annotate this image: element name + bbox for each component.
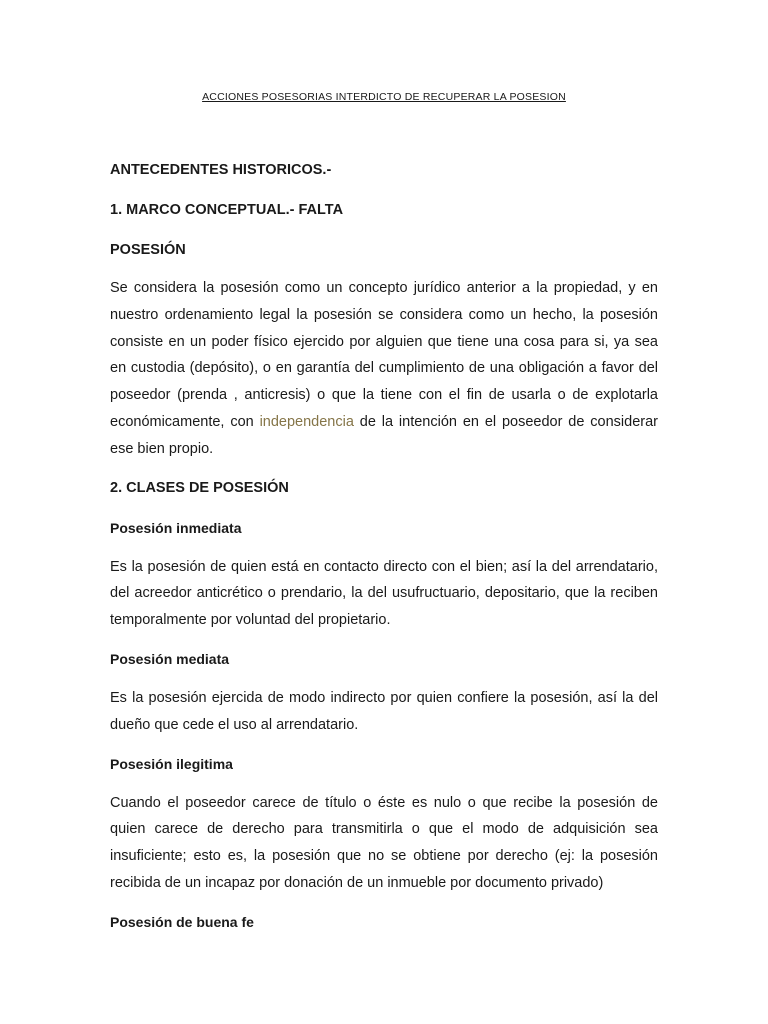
paragraph-posesion-mediata: Es la posesión ejercida de modo indirecto por quien confiere la posesión, así la del dueño que cede el uso al arrendatario. — [110, 689, 658, 733]
heading-posesion: POSESIÓN — [110, 242, 186, 258]
independencia-link[interactable]: independencia — [259, 413, 354, 430]
paragraph-posesion-text-a: Se considera la posesión como un concepto jurídico anterior a la propiedad, y en nuestro ordenamiento legal la posesión se considera como un hecho, la posesión consiste en un poder físico ejercido por alguien que tiene una cosa para si, ya sea en custodia (depósito), o en garantía del cumplimiento de una obligación a favor del poseedor (prenda , anticresis) o que la tiene con el fin de usarla o de explotarla económicamente, con — [110, 280, 658, 430]
document-body — [110, 160, 658, 932]
paragraph-posesion-inmediata: Es la posesión de quien está en contacto directo con el bien; así la del arrendatario, del acreedor anticrético o prendario, la del usufructuario, depositario, que la reciben temporalmente por voluntad del propietario. — [110, 558, 658, 629]
heading-clases-posesion: 2. CLASES DE POSESIÓN — [110, 479, 289, 496]
paragraph-posesion-ilegitima: Cuando el poseedor carece de título o éste es nulo o que recibe la posesión de quien carece de derecho para transmitirla o que el modo de adquisición sea insuficiente; esto es, la posesión que no se obtiene por derecho (ej: la posesión recibida de un incapaz por donación de un inmueble por documento privado) — [110, 794, 658, 891]
heading-posesion-mediata: Posesión mediata — [110, 650, 230, 667]
heading-posesion-buena-fe: Posesión de buena fe — [110, 913, 254, 930]
heading-posesion-ilegitima: Posesión ilegitima — [110, 755, 233, 772]
heading-posesion-inmediata: Posesión inmediata — [110, 519, 242, 536]
paragraph-posesion-text-b: de la intención en el poseedor de considerar ese bien propio. — [110, 413, 658, 457]
document-title: ACCIONES POSESORIAS INTERDICTO DE RECUPERAR LA POSESION — [202, 91, 566, 103]
heading-antecedentes: ANTECEDENTES HISTORICOS.- — [110, 162, 332, 178]
paragraph-posesion — [110, 275, 658, 463]
heading-marco-conceptual: 1. MARCO CONCEPTUAL.- FALTA — [110, 202, 344, 218]
